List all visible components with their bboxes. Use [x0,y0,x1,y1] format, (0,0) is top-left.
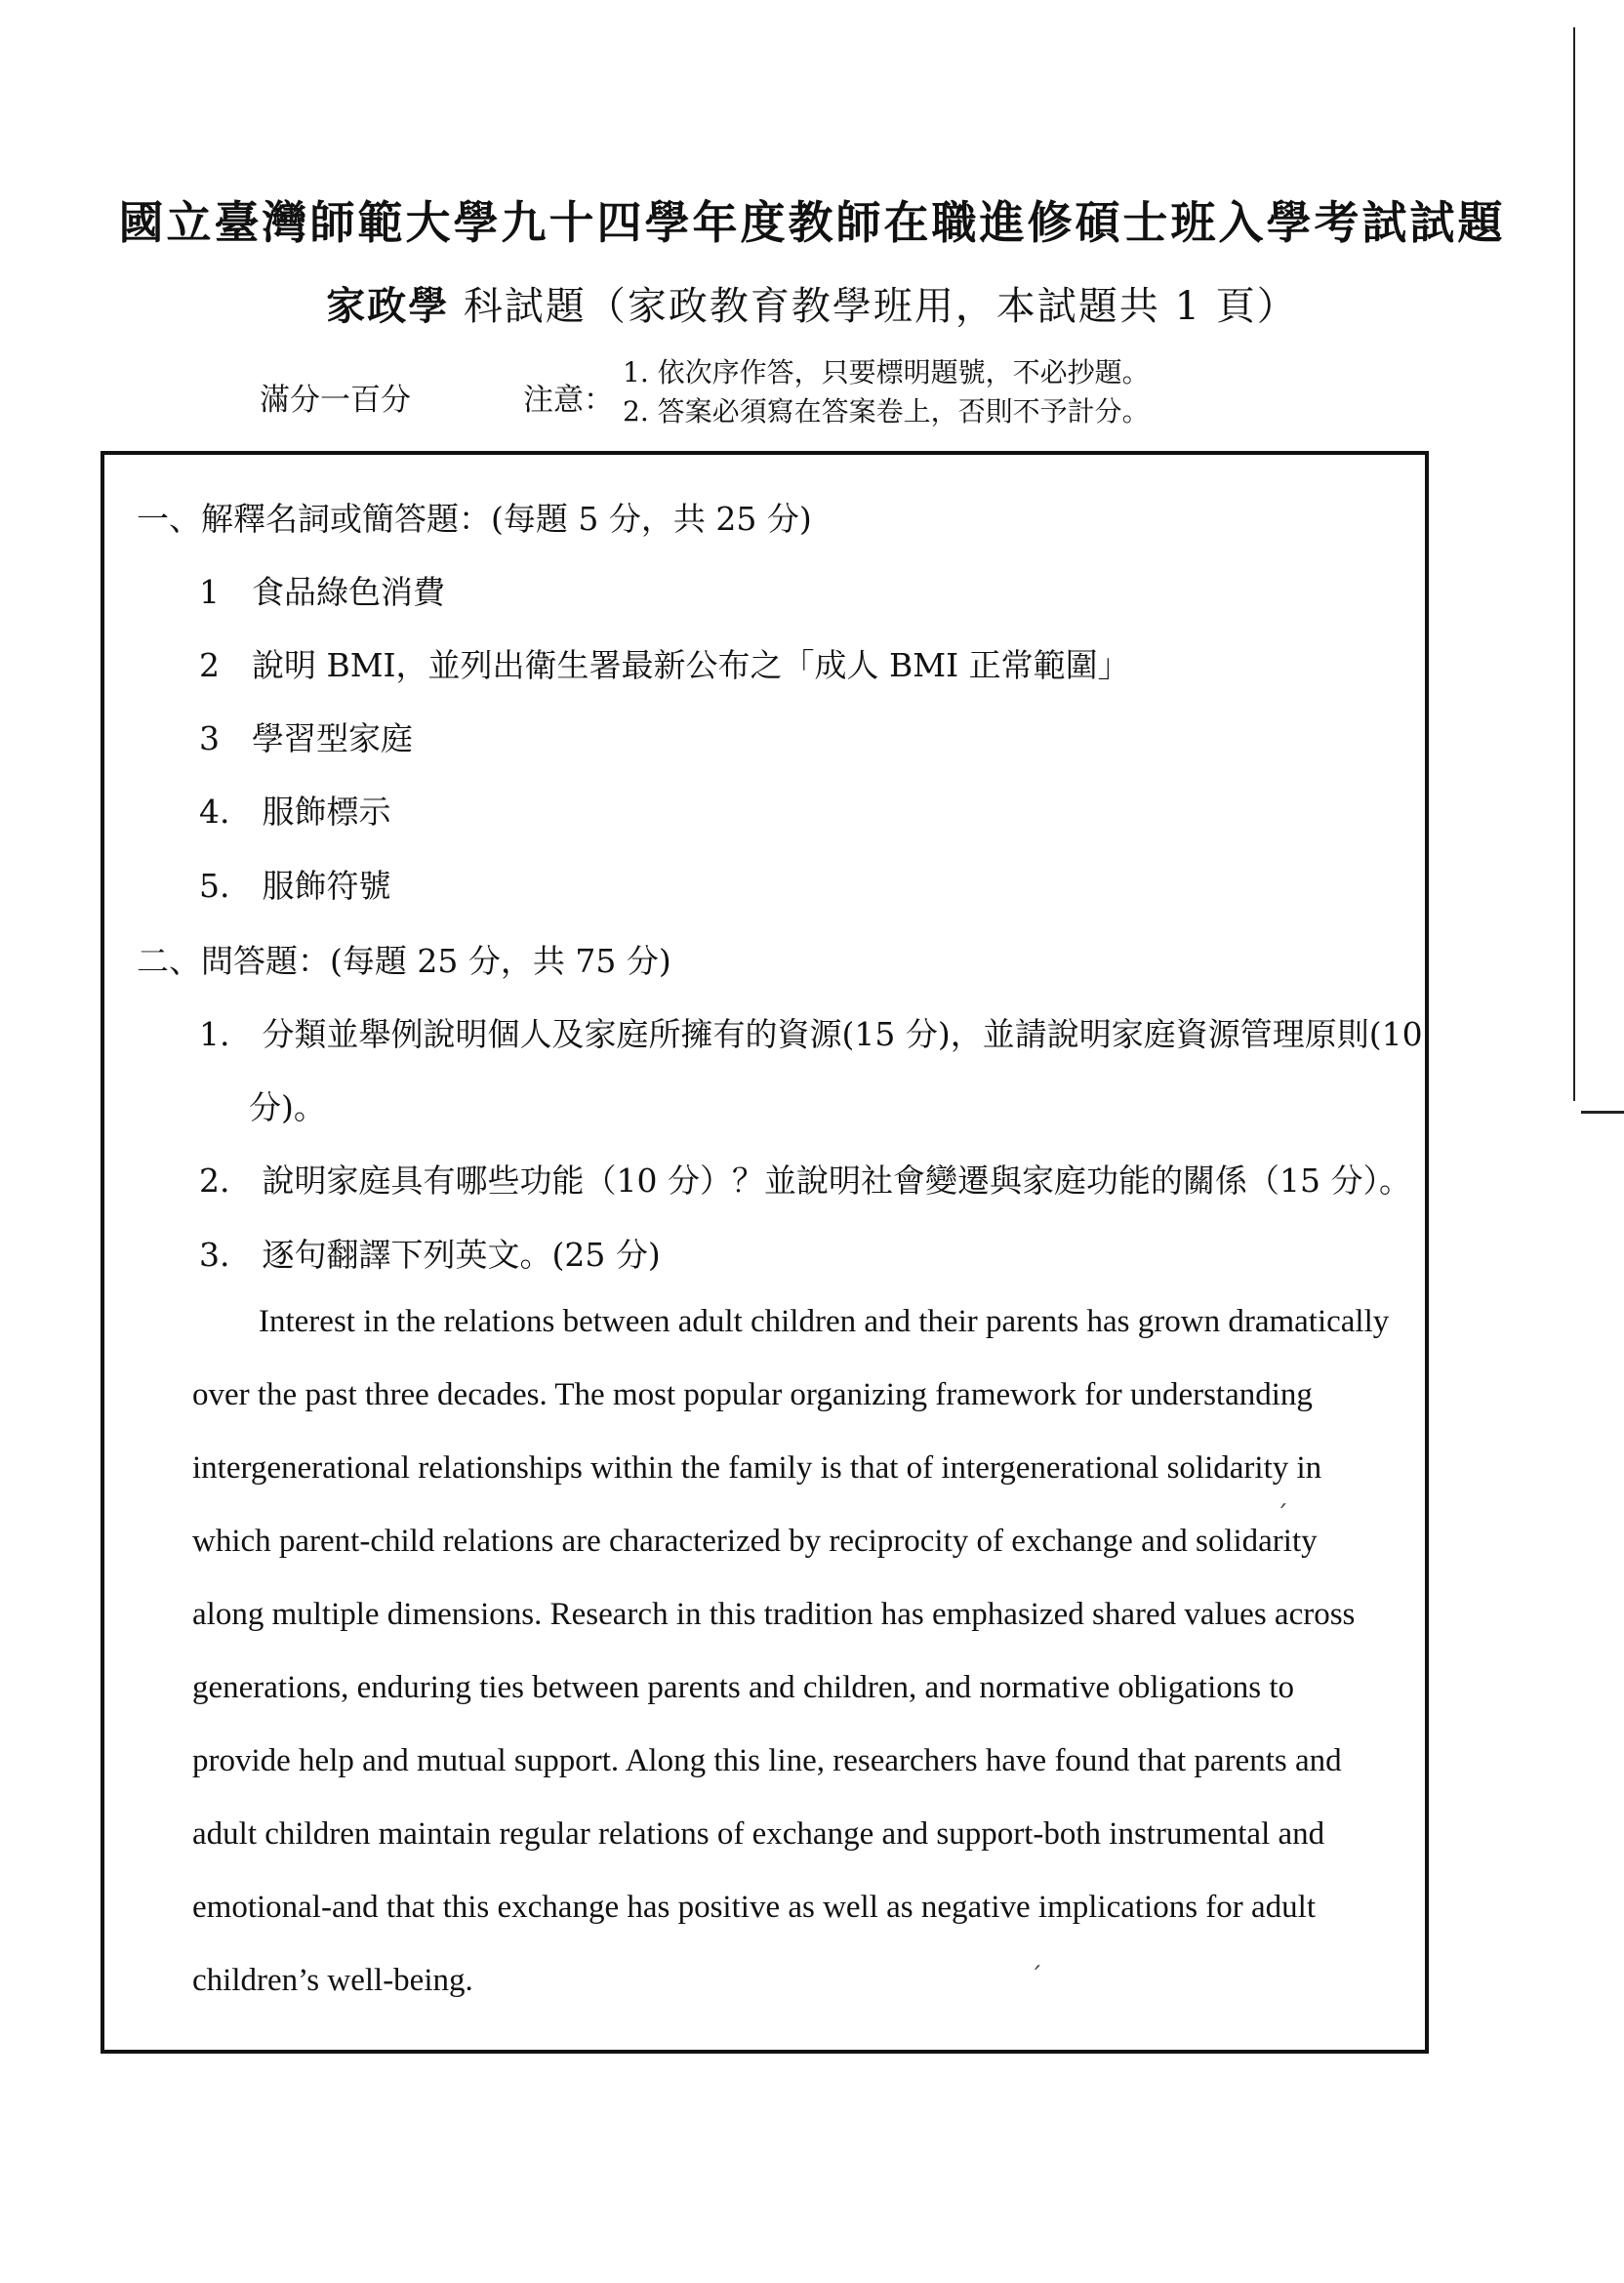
passage-line: intergenerational relationships within the family is that of intergenerational solidarity in [192,1450,1322,1486]
question-1: 1. 分類並舉例說明個人及家庭所擁有的資源(15 分)，並請說明家庭資源管理原則(10 [199,1015,1423,1053]
section1-item: 5. 服飾符號 [199,867,391,905]
notice-list [623,353,1150,431]
passage-line: provide help and mutual support. Along this line, researchers have found that parents and [192,1743,1342,1778]
notice-label: 注意： [523,383,614,418]
question-1-continued: 分)。 [249,1088,326,1126]
passage-line: which parent-child relations are characterized by reciprocity of exchange and solidarity [192,1524,1318,1559]
exam-subtitle [0,275,1624,331]
passage-line: along multiple dimensions. Research in this tradition has emphasized shared values across [192,1597,1356,1632]
scan-edge-tick [1581,1111,1624,1114]
section1-item: 1 食品綠色消費 [199,573,445,611]
subtitle-rest: 科試題（家政教育教學班用，本試題共 1 頁） [449,284,1298,329]
passage-line: Interest in the relations between adult children and their parents has grown dramatically [259,1304,1390,1339]
exam-title: 國立臺灣師範大學九十四學年度教師在職進修碩士班入學考試試題 [118,196,1506,249]
notice-item: 2. 答案必須寫在答案卷上，否則不予計分。 [623,395,1150,428]
passage-line: emotional-and that this exchange has positive as well as negative implications for adult [192,1890,1317,1925]
exam-question-box [101,451,1429,2054]
passage-line: adult children maintain regular relations of exchange and support-both instrumental and [192,1816,1325,1852]
stray-pen-mark: ˊ [1030,1963,1042,1992]
question-2: 2. 說明家庭具有哪些功能（10 分）？並說明社會變遷與家庭功能的關係（15 分）。 [199,1162,1411,1200]
passage-line: generations, enduring ties between parents and children, and normative obligations to [192,1670,1295,1705]
notice-item: 1. 依次序作答，只要標明題號，不必抄題。 [623,356,1150,388]
stray-pen-mark: ˊ [1276,1501,1288,1530]
full-score-label: 滿分一百分 [260,383,411,418]
section1-item: 2 說明 BMI，並列出衛生署最新公布之「成人 BMI 正常範圍」 [199,646,1130,684]
section1-heading: 一、解釋名詞或簡答題：(每題 5 分，共 25 分) [137,500,812,538]
section1-item: 3 學習型家庭 [199,719,413,757]
passage-line: over the past three decades. The most popular organizing framework for understanding [192,1377,1313,1412]
passage-line: children’s well-being. [192,1963,473,1998]
subject-name: 家政學 [326,283,450,329]
section1-item: 4. 服飾標示 [199,793,391,831]
section2-heading: 二、問答題：(每題 25 分，共 75 分) [137,942,671,980]
question-3: 3. 逐句翻譯下列英文。(25 分) [199,1236,661,1274]
